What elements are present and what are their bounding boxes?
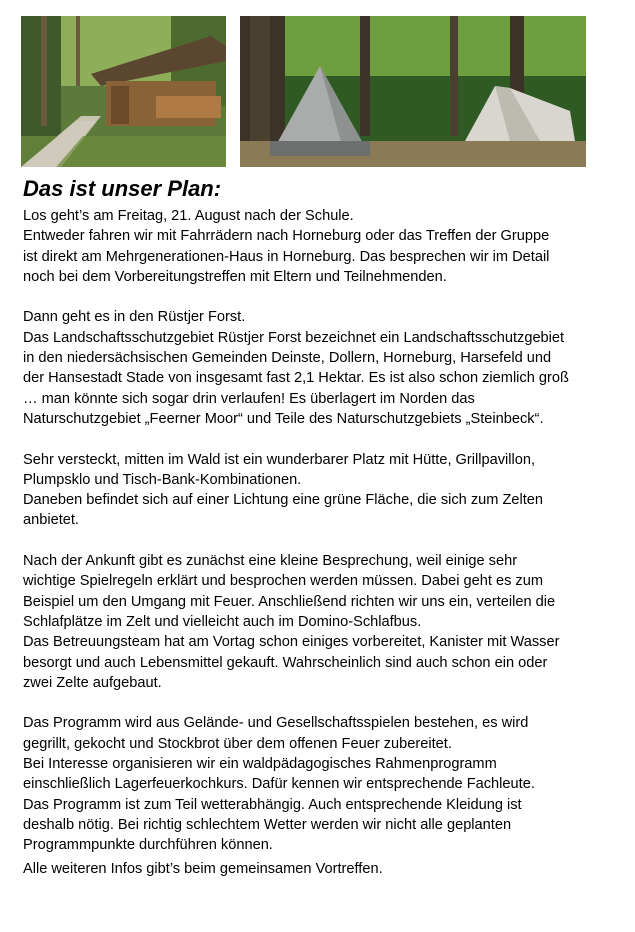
text-line: Das Programm wird aus Gelände- und Gesellschaftsspielen bestehen, es wird [23, 715, 529, 732]
text-line: Das Landschaftsschutzgebiet Rüstjer Forst bezeichnet ein Landschaftsschutzgebiet [23, 329, 565, 346]
text-line: Los geht’s am Freitag, 21. August nach der Schule. [23, 208, 354, 224]
page-title: Das ist unser Plan: [23, 176, 222, 201]
text-line: der Hansestadt Stade von insgesamt fast 2,1 Hektar. Es ist also schon ziemlich groß [23, 370, 569, 387]
text-line: Entweder fahren wir mit Fahrrädern nach Horneburg oder das Treffen der Gruppe [23, 228, 550, 245]
text-line: gegrillt, gekocht und Stockbrot über dem offenen Feuer zubereitet. [23, 735, 452, 752]
paragraph-program [23, 713, 623, 855]
text-line: Sehr versteckt, mitten im Wald ist ein wunderbarer Platz mit Hütte, Grillpavillon, [23, 451, 536, 468]
text-line: in den niedersächsischen Gemeinden Deinste, Dollern, Horneburg, Harsefeld und [23, 350, 552, 367]
text-line: ist direkt am Mehrgenerationen-Haus in Horneburg. Das besprechen wir im Detail [23, 248, 550, 265]
forest-hut-photo [21, 16, 226, 167]
text-line: Daneben befindet sich auf einer Lichtung eine grüne Fläche, die sich zum Zelten [23, 492, 544, 509]
closing-line: Alle weiteren Infos gibt’s beim gemeinsamen Vortreffen. [23, 860, 383, 877]
text-line: Bei Interesse organisieren wir ein waldpädagogisches Rahmenprogramm [23, 756, 497, 773]
text-line: Naturschutzgebiet „Feerner Moor“ und Teile des Naturschutzgebiets „Steinbeck“. [23, 410, 544, 427]
text-line: Schlafplätze im Zelt und vielleicht auch im Domino-Schlafbus. [23, 613, 422, 630]
text-line: … man könnte sich sogar drin verlaufen! Es überlagert im Norden das [23, 390, 475, 407]
forest-tents-photo [240, 16, 586, 167]
text-line: Plumpsklo und Tisch-Bank-Kombinationen. [23, 471, 302, 488]
text-line: besorgt und auch Lebensmittel gekauft. Wahrscheinlich sind auch schon ein oder [23, 654, 548, 671]
text-line: zwei Zelte aufgebaut. [23, 674, 162, 691]
text-line: Das Betreuungsteam hat am Vortag schon einiges vorbereitet, Kanister mit Wasser [23, 634, 560, 651]
text-line: einschließlich Lagerfeuerkochkurs. Dafür kennen wir entsprechende Fachleute. [23, 776, 535, 793]
text-line: Dann geht es in den Rüstjer Forst. [23, 309, 246, 326]
text-line: Das Programm ist zum Teil wetterabhängig. Auch entsprechende Kleidung ist [23, 796, 522, 813]
paragraph-arrival [23, 551, 623, 693]
text-line: wichtige Spielregeln erklärt und besprochen werden müssen. Dabei geht es zum [23, 573, 543, 590]
body-text [23, 206, 623, 879]
text-line: anbietet. [23, 512, 79, 529]
paragraph-forest [23, 307, 623, 429]
text-line: Nach der Ankunft gibt es zunächst eine kleine Besprechung, weil einige sehr [23, 553, 518, 570]
paragraph-start [23, 206, 623, 287]
text-line: deshalb nötig. Bei richtig schlechtem Wetter werden wir nicht alle geplanten [23, 816, 512, 833]
paragraph-place [23, 450, 623, 531]
text-line: noch bei dem Vorbereitungstreffen mit Eltern und Teilnehmenden. [23, 268, 447, 285]
text-line: Beispiel um den Umgang mit Feuer. Anschließend richten wir uns ein, verteilen die [23, 593, 556, 610]
text-line: Programmpunkte durchführen können. [23, 837, 273, 854]
